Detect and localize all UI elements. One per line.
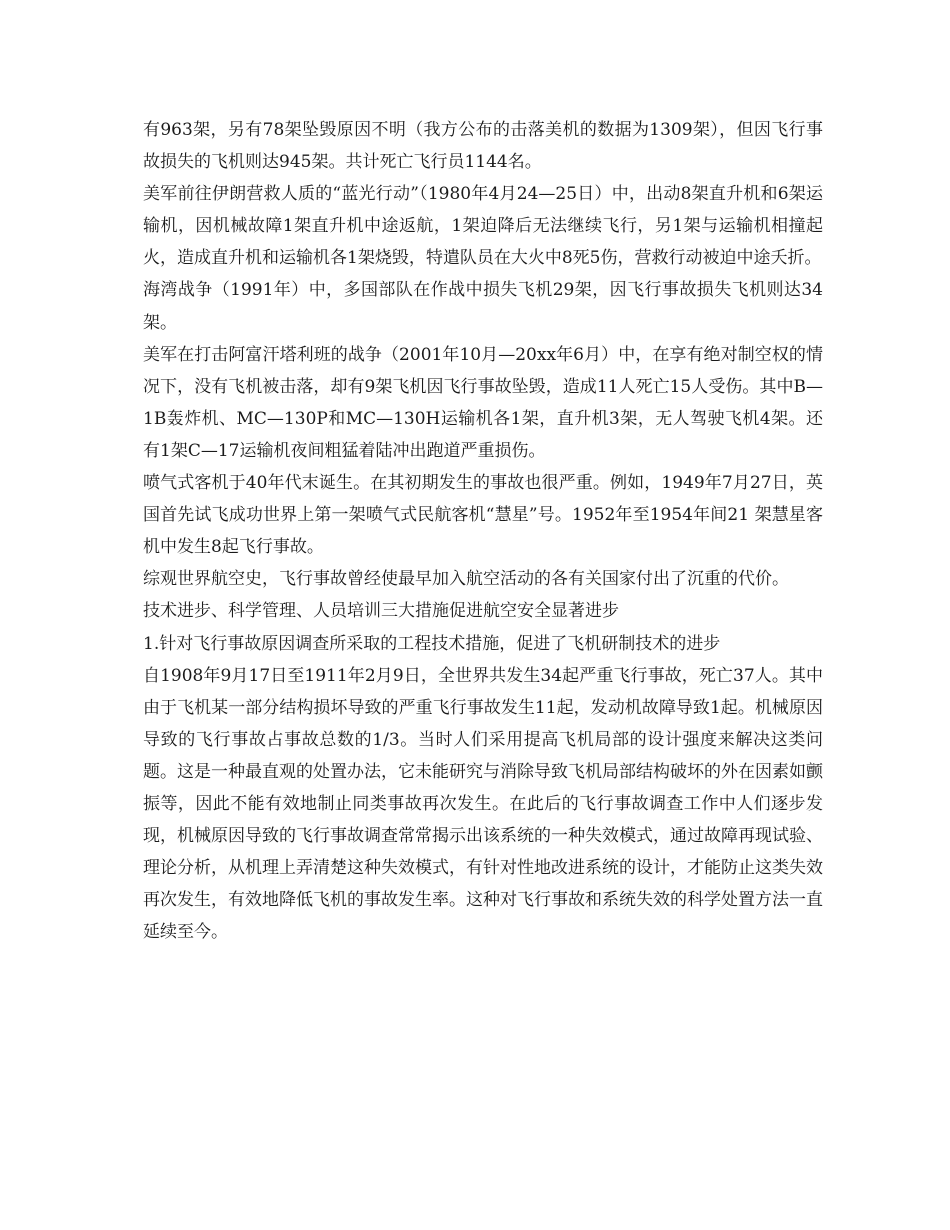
paragraph-eagle-claw-operation: 美军前往伊朗营救人质的“蓝光行动”（1980年4月24—25日）中，出动8架直升机和6架运输机，因机械故障1架直升机中途返航，1架迫降后无法继续飞行，另1架与运输机相撞起火，造成直升机和运输机各1架烧毁，特遣队员在大火中8死5伤，营救行动被迫中途夭折。 bbox=[143, 184, 823, 269]
paragraph-early-accidents-analysis: 自1908年9月17日至1911年2月9日，全世界共发生34起严重飞行事故，死亡37人。其中由于飞机某一部分结构损坏导致的严重飞行事故发生11起，发动机故障导致1起。机械原因导致的飞行事故占事故总数的1/3。当时人们采用提高飞机局部的设计强度来解决这类问题。这是一种最直观的处置办法，它未能研究与消除导致飞机局部结构破坏的外在因素如颤振等，因此不能有效地制止同类事故再次发生。在此后的飞行事故调查工作中人们逐步发现，机械原因导致的飞行事故调查常常揭示出该系统的一种失效模式，通过故障再现试验、理论分析，从机理上弄清楚这种失效模式，有针对性地改进系统的设计，才能防止这类失效再次发生，有效地降低飞机的事故发生率。这种对飞行事故和系统失效的科学处置方法一直延续至今。 bbox=[143, 665, 823, 943]
paragraph-us-losses-summary: 有963架，另有78架坠毁原因不明（我方公布的击落美机的数据为1309架），但因飞行事故损失的飞机则达945架。共计死亡飞行员1144名。 bbox=[143, 120, 823, 173]
paragraph-afghanistan-war: 美军在打击阿富汗塔利班的战争（2001年10月—20xx年6月）中，在享有绝对制空权的情况下，没有飞机被击落，却有9架飞机因飞行事故坠毁，造成11人死亡15人受伤。其中B—1B轰炸机、MC—130P和MC—130H运输机各1架，直升机3架，无人驾驶飞机4架。还有1架C—17运输机夜间粗猛着陆冲出跑道严重损伤。 bbox=[143, 344, 823, 461]
paragraph-jet-airliner-comet: 喷气式客机于40年代末诞生。在其初期发生的事故也很严重。例如，1949年7月27日，英国首先试飞成功世界上第一架喷气式民航客机“慧星”号。1952年至1954年间21 架慧星客机中发生8起飞行事故。 bbox=[143, 473, 823, 558]
section-heading-three-measures: 技术进步、科学管理、人员培训三大措施促进航空安全显著进步 bbox=[143, 601, 619, 622]
paragraph-gulf-war: 海湾战争（1991年）中，多国部队在作战中损失飞机29架，因飞行事故损失飞机则达34架。 bbox=[143, 280, 823, 333]
document-body bbox=[143, 114, 823, 948]
paragraph-aviation-history-cost: 综观世界航空史，飞行事故曾经使最早加入航空活动的各有关国家付出了沉重的代价。 bbox=[143, 569, 789, 590]
subheading-engineering-measures: 1.针对飞行事故原因调查所采取的工程技术措施，促进了飞机研制技术的进步 bbox=[143, 633, 721, 654]
